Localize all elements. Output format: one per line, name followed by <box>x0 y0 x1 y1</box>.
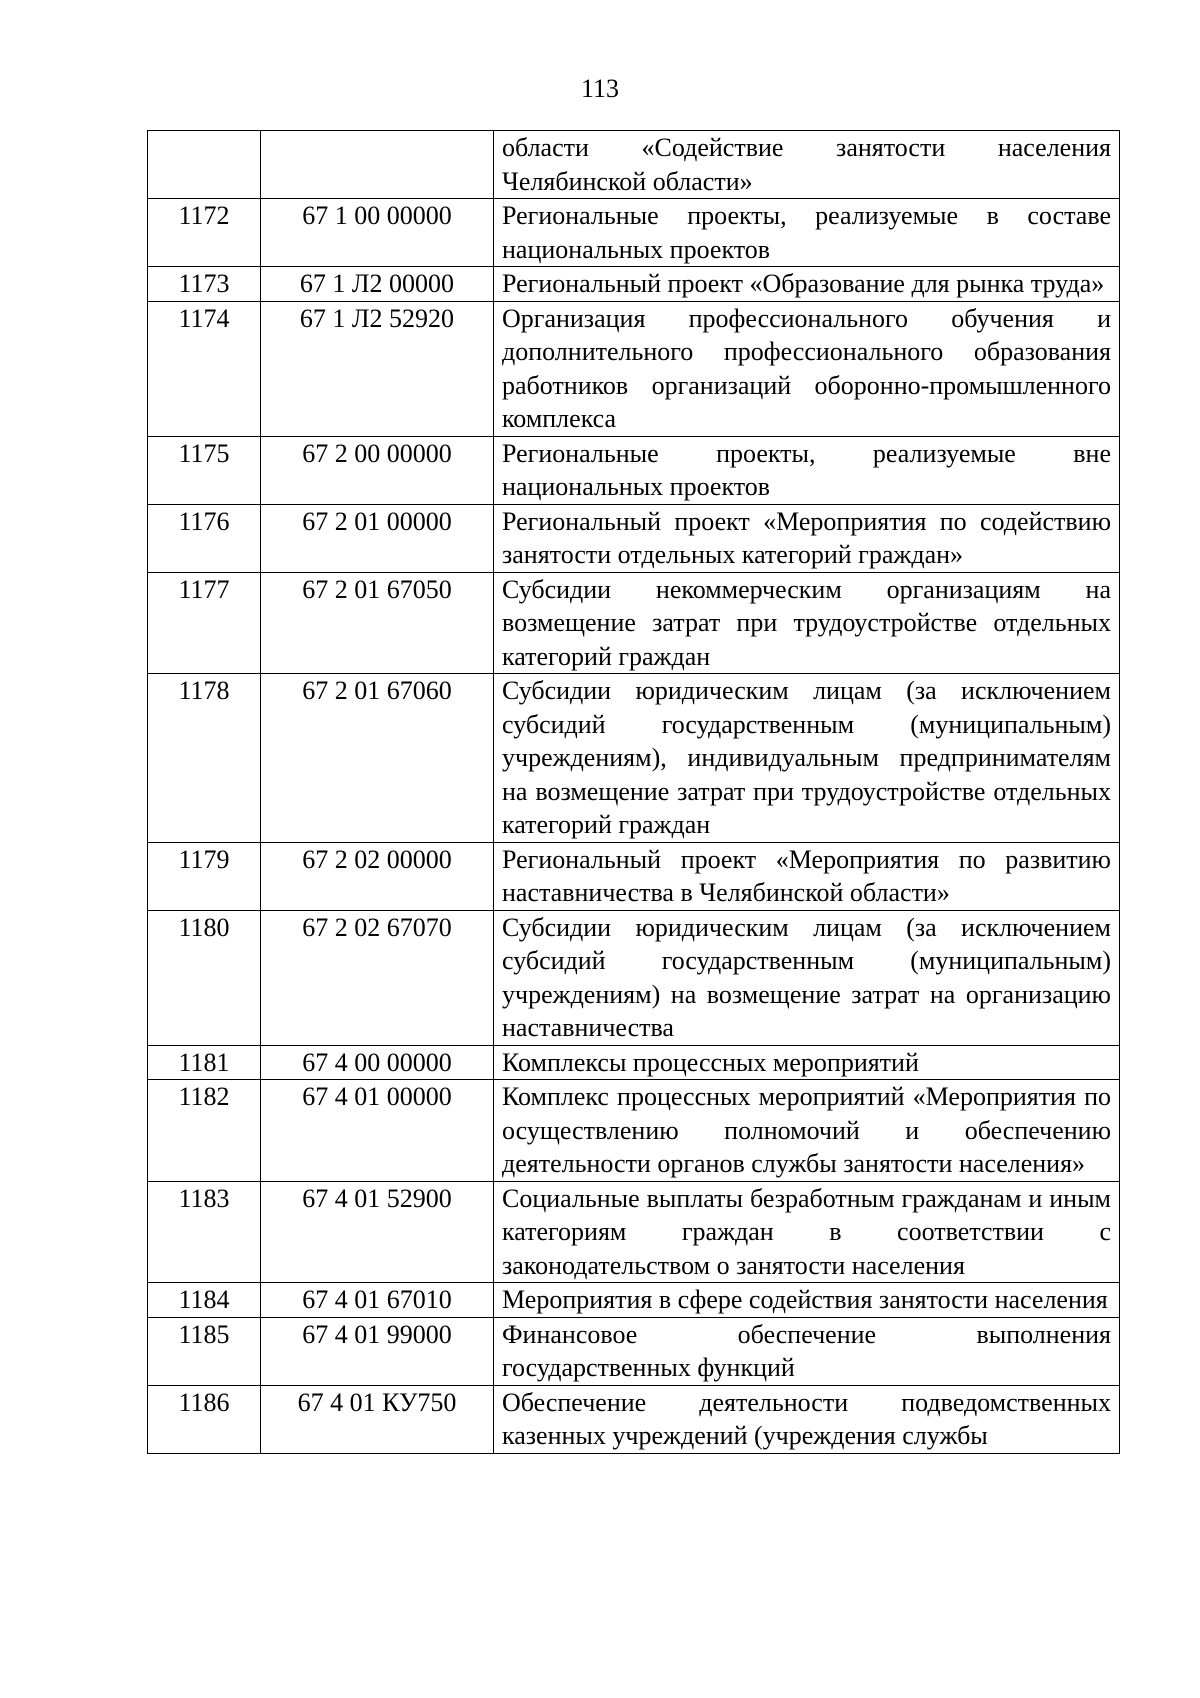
row-code: 67 2 00 00000 <box>261 436 494 504</box>
row-description: Организация профессионального обучения и дополнительного профессионального образования работников организаций оборонно-промышленного комплекса <box>494 301 1120 436</box>
row-code: 67 2 01 67050 <box>261 572 494 674</box>
row-description: Обеспечение деятельности подведомственных казенных учреждений (учреждения службы <box>494 1385 1120 1453</box>
row-number <box>148 131 261 199</box>
row-description: Комплекс процессных мероприятий «Мероприятия по осуществлению полномочий и обеспечению деятельности органов службы занятости населения» <box>494 1080 1120 1182</box>
row-number: 1184 <box>148 1283 261 1318</box>
table-row <box>148 674 1120 843</box>
row-code: 67 4 00 00000 <box>261 1045 494 1080</box>
table-row <box>148 842 1120 910</box>
table-row <box>148 572 1120 674</box>
row-description: Региональный проект «Мероприятия по развитию наставничества в Челябинской области» <box>494 842 1120 910</box>
row-number: 1175 <box>148 436 261 504</box>
row-description: области «Содействие занятости населения Челябинской области» <box>494 131 1120 199</box>
table-row <box>148 504 1120 572</box>
row-number: 1176 <box>148 504 261 572</box>
row-code: 67 4 01 67010 <box>261 1283 494 1318</box>
row-description: Региональные проекты, реализуемые в составе национальных проектов <box>494 199 1120 267</box>
row-number: 1186 <box>148 1385 261 1453</box>
row-number: 1178 <box>148 674 261 843</box>
row-description: Региональные проекты, реализуемые вне национальных проектов <box>494 436 1120 504</box>
row-code: 67 4 01 52900 <box>261 1181 494 1283</box>
row-code: 67 4 01 99000 <box>261 1317 494 1385</box>
row-description: Финансовое обеспечение выполнения государственных функций <box>494 1317 1120 1385</box>
table-row <box>148 199 1120 267</box>
table-row <box>148 910 1120 1045</box>
row-number: 1179 <box>148 842 261 910</box>
row-description: Субсидии юридическим лицам (за исключением субсидий государственным (муниципальным) учреждениям) на возмещение затрат на организацию наставничества <box>494 910 1120 1045</box>
page-number: 113 <box>580 74 620 103</box>
row-code: 67 2 01 67060 <box>261 674 494 843</box>
row-number: 1177 <box>148 572 261 674</box>
table-row <box>148 1181 1120 1283</box>
row-code: 67 2 01 00000 <box>261 504 494 572</box>
row-code: 67 1 00 00000 <box>261 199 494 267</box>
row-number: 1174 <box>148 301 261 436</box>
table-row <box>148 1385 1120 1453</box>
row-code: 67 1 Л2 00000 <box>261 267 494 302</box>
row-code: 67 4 01 КУ750 <box>261 1385 494 1453</box>
row-number: 1185 <box>148 1317 261 1385</box>
row-description: Субсидии юридическим лицам (за исключением субсидий государственным (муниципальным) учреждениям), индивидуальным предпринимателям на возмещение затрат при трудоустройстве отдельных категорий граждан <box>494 674 1120 843</box>
row-description: Региональный проект «Образование для рынка труда» <box>494 267 1120 302</box>
table-row <box>148 1080 1120 1182</box>
table-row <box>148 1283 1120 1318</box>
row-code: 67 4 01 00000 <box>261 1080 494 1182</box>
row-number: 1183 <box>148 1181 261 1283</box>
row-code: 67 2 02 00000 <box>261 842 494 910</box>
budget-code-table <box>147 130 1120 1454</box>
row-code <box>261 131 494 199</box>
row-code: 67 2 02 67070 <box>261 910 494 1045</box>
row-number: 1180 <box>148 910 261 1045</box>
table-row <box>148 1045 1120 1080</box>
row-number: 1181 <box>148 1045 261 1080</box>
table-row <box>148 301 1120 436</box>
table-body <box>148 131 1120 1454</box>
row-code: 67 1 Л2 52920 <box>261 301 494 436</box>
table-row <box>148 1317 1120 1385</box>
row-number: 1182 <box>148 1080 261 1182</box>
row-number: 1173 <box>148 267 261 302</box>
table-row <box>148 436 1120 504</box>
row-description: Субсидии некоммерческим организациям на возмещение затрат при трудоустройстве отдельных категорий граждан <box>494 572 1120 674</box>
table-row <box>148 131 1120 199</box>
table-row <box>148 267 1120 302</box>
row-description: Социальные выплаты безработным гражданам и иным категориям граждан в соответствии с законодательством о занятости населения <box>494 1181 1120 1283</box>
row-description: Комплексы процессных мероприятий <box>494 1045 1120 1080</box>
row-description: Мероприятия в сфере содействия занятости населения <box>494 1283 1120 1318</box>
row-description: Региональный проект «Мероприятия по содействию занятости отдельных категорий граждан» <box>494 504 1120 572</box>
row-number: 1172 <box>148 199 261 267</box>
